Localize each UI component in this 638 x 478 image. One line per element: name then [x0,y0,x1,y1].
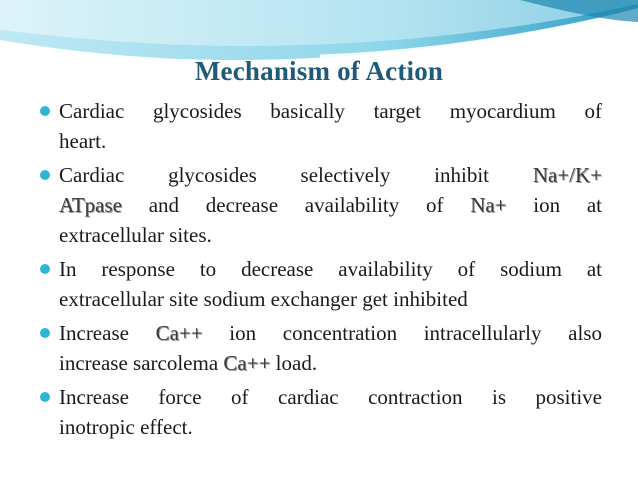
text-run: increase sarcolema [59,351,224,375]
bullet-icon [40,264,50,274]
text-run: ion at [506,193,602,217]
bullet-text-line [59,318,602,348]
highlighted-term: Na+ [470,193,507,217]
text-run: load. [270,351,318,375]
bullet-item [40,160,602,250]
bullet-item [40,382,602,442]
bullet-icon [40,392,50,402]
text-run: Cardiac glycosides selectively inhibit [59,163,533,187]
bullet-item [40,318,602,378]
text-run: ion concentration intracellularly also [202,321,602,345]
highlighted-term: ATpase [59,193,122,217]
highlighted-term: Ca++ [155,321,203,345]
text-run: and decrease availability of [121,193,471,217]
bullet-text-line: Cardiac glycosides basically target myocardium of [59,99,602,123]
bullet-text-line: In response to decrease availability of sodium at [59,257,602,281]
bullet-item [40,254,602,314]
bullet-text-line [59,348,602,378]
bullet-text-line: Increase force of cardiac contraction is positive [59,385,602,409]
slide-title: Mechanism of Action [194,56,444,86]
bullet-text-line: extracellular site sodium exchanger get inhibited [59,287,468,311]
bullet-item [40,96,602,156]
highlighted-term: Ca++ [223,351,271,375]
bullet-text-line: inotropic effect. [59,415,193,439]
highlighted-term: Na+/K+ [532,163,602,187]
bullet-icon [40,106,50,116]
bullet-text-line [59,160,602,190]
bullet-text-line [59,190,602,220]
bullet-icon [40,170,50,180]
bullet-text-line: heart. [59,129,107,153]
bullet-icon [40,328,50,338]
bullet-list [40,96,602,446]
bullet-text-line: extracellular sites. [59,223,212,247]
text-run: Increase [59,321,156,345]
